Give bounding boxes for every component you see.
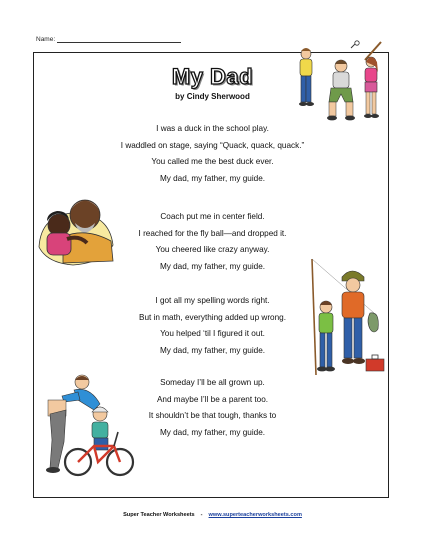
footer	[0, 512, 425, 518]
bike-riding-illustration	[38, 370, 138, 486]
hug-illustration	[33, 185, 117, 267]
poem-byline: by Cindy Sherwood	[175, 92, 250, 101]
footer-separator: -	[200, 512, 203, 518]
poem-line: My dad, my father, my guide.	[159, 427, 266, 437]
fishing-illustration	[308, 255, 392, 383]
poem-line: I reached for the fly ball—and dropped it.	[138, 228, 287, 238]
poem-line: You called me the best duck ever.	[151, 157, 274, 166]
footer-brand: Super Teacher Worksheets	[123, 512, 195, 518]
footer-link[interactable]: www.superteacherworksheets.com	[208, 512, 302, 518]
name-label: Name:	[36, 36, 56, 43]
stanza-1	[0, 121, 425, 187]
poem-line: My dad, my father, my guide.	[159, 345, 266, 355]
poem-line: I waddled on stage, saying “Quack, quack, quack.”	[120, 140, 305, 150]
poem-line: My dad, my father, my guide.	[159, 173, 266, 183]
baseball-family-illustration	[291, 40, 389, 126]
name-write-line[interactable]	[57, 36, 181, 43]
poem-line: I was a duck in the school play.	[156, 124, 269, 133]
poem-line: My dad, my father, my guide.	[159, 261, 266, 271]
poem-line: Someday I’ll be all grown up.	[160, 378, 265, 387]
poem-line: Coach put me in center field.	[160, 212, 265, 221]
poem-line: You helped ‘til I figured it out.	[160, 329, 265, 338]
poem-title: My Dad	[171, 64, 254, 89]
poem-line: I got all my spelling words right.	[155, 296, 270, 305]
poem-line: And maybe I’ll be a parent too.	[156, 394, 269, 404]
name-field	[36, 36, 181, 43]
poem-line: But in math, everything added up wrong.	[138, 312, 286, 322]
poem-line: You cheered like crazy anyway.	[155, 245, 270, 254]
poem-line: It shouldn’t be that tough, thanks to	[148, 411, 277, 420]
